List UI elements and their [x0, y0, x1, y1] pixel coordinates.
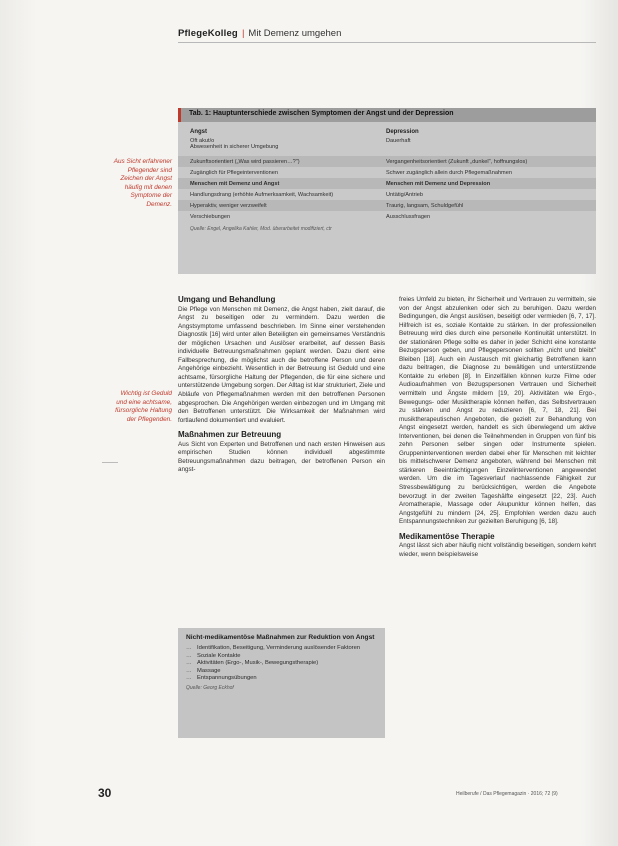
- bullet-icon: …: [186, 667, 192, 674]
- table-title: Tab. 1: Hauptunterschiede zwischen Symptomen der Angst und der Depression: [178, 108, 596, 122]
- table-cell: Zukunftsorientiert („Was wird passieren…?"): [190, 158, 300, 165]
- header-rule: [178, 42, 596, 43]
- paragraph: Die Pflege von Menschen mit Demenz, die Angst haben, zielt darauf, die Angst zu beseitigen oder zu vermindern. Dazu werden die Angstsymptome umfassend beschrieben. Im Sinne einer verstehenden Diagnostik [16] wird unter allen Beteiligten ein gemeinsames Verständnis der möglichen Ursachen und Auslöser erarbeitet, auf dessen Basis individuelle Betreuungsmaßnahmen geplant werden. Dazu dient eine Fallbesprechung, die möglichst auch die betroffene Person und deren Angehörige einbezieht. Wesentlich in der Betreuung ist Geduld und eine achtsame, fürsorgliche Haltung der Pflegenden, die für eine sichere und unterstützende Umgebung sorgen. Der Alltag ist klar strukturiert, Ziele und Abläufe von Pflegemaßnahmen werden mit den betroffenen Personen abgesprochen. Die Angehörigen werden einbezogen und im Umgang mit den Betroffenen unterstützt. Die Wirksamkeit der Maßnahmen wird fortlaufend dokumentiert und evaluiert.: [178, 305, 385, 424]
- table-cell: Traurig, langsam, Schuldgefühl: [386, 202, 464, 209]
- table-cell-line: Oft akut/o: [190, 138, 215, 144]
- table-header-angst: Angst: [190, 129, 207, 135]
- section-heading: Umgang und Behandlung: [178, 295, 276, 304]
- table-source: Quelle: Engel, Angelika Kahler, Mod. überarbeitet modifiziert, ctr: [190, 226, 332, 232]
- table-row: [178, 167, 596, 178]
- running-header: [178, 28, 341, 39]
- paragraph: Aus Sicht von Experten und Betroffenen und nach ersten Hinweisen aus empirischen Studien können individuell abgestimmte Betreuungsmaßnahmen dazu beitragen, der betroffenen Person ein angst-: [178, 440, 385, 474]
- table-header-depression: Depression: [386, 129, 419, 135]
- bullet-icon: …: [186, 645, 192, 651]
- list-item: [178, 660, 385, 668]
- info-box: [178, 628, 385, 738]
- table-cell-line: Abwesenheit in sicherer Umgebung: [190, 144, 279, 150]
- list-item: [178, 675, 385, 683]
- divider: [102, 462, 118, 463]
- list-item-label: Entspannungsübungen: [197, 675, 257, 682]
- table-row: [178, 178, 596, 189]
- header-brand: PflegeKolleg: [178, 28, 238, 39]
- table-cell: Menschen mit Demenz und Depression: [386, 180, 491, 187]
- table-cell: Untätig/Antrieb: [386, 191, 424, 198]
- margin-note: Aus Sicht erfahrener Pflegender sind Zeichen der Angst häufig mit denen Symptome der Demenz.: [113, 158, 172, 208]
- list-item-label: Massage: [197, 667, 221, 674]
- table-row: [178, 211, 596, 222]
- text-column-right: [399, 296, 596, 559]
- table-cell: Handlungsdrang (erhöhte Aufmerksamkeit, Wachsamkeit): [190, 191, 334, 198]
- list-item-label: Identifikation, Beseitigung, Verminderung auslösender Faktoren: [197, 645, 361, 651]
- table-row: [178, 156, 596, 167]
- page-number: 30: [98, 786, 112, 800]
- info-box-title: Nicht-medikamentöse Maßnahmen zur Reduktion von Angst: [186, 634, 375, 641]
- margin-note: Wichtig ist Geduld und eine achtsame, fürsorgliche Haltung der Pflegenden.: [115, 390, 172, 423]
- section-heading: Maßnahmen zur Betreuung: [178, 430, 282, 440]
- table-cell: Vergangenheitsorientiert (Zukunft „dunkel", hoffnungslos): [386, 158, 528, 165]
- bullet-icon: …: [186, 675, 192, 682]
- footer-citation: Heilberufe / Das Pflegemagazin · 2016; 72 (9): [456, 791, 558, 797]
- header-separator: |: [241, 28, 245, 39]
- table-row: [178, 138, 596, 156]
- bullet-icon: …: [186, 660, 192, 667]
- header-topic: Mit Demenz umgehen: [248, 28, 342, 39]
- text-column-left: [178, 296, 385, 475]
- table-cell: [190, 138, 386, 150]
- paragraph: Angst lässt sich aber häufig nicht vollständig beseitigen, sondern kehrt wieder, wenn beispielsweise: [399, 542, 596, 558]
- table-cell: Schwer zugänglich allein durch Pflegemaßnahmen: [386, 169, 512, 176]
- list-item: [178, 645, 385, 653]
- list-item: [178, 653, 385, 661]
- paragraph: freies Umfeld zu bieten, ihr Sicherheit und Vertrauen zu vermitteln, sie von der Angst abzulenken oder sich zu beruhigen. Dazu werden Bedingungen, die Angst auslösen, beseitigt oder vermieden [6, 7, 17]. Hilfreich ist es, soziale Kontakte zu stärken. In der professionellen Betreuung wird dies durch eine personelle Kontinuität unterstützt. In der stationären Pflege sollte es daher in jeder Schicht eine konstante Bezugsperson geben, und Pflegepersonen sollten „nicht und bleibt" Bleiben [18]. Auch ein Austausch mit gleichartig Betroffenen kann dazu beitragen, die Diagnose zu bewältigen und unterstützende Kontakte zu erleben [8]. In Einzelfällen können kurze Filme oder Audioaufnahmen von Bezugspersonen Vertrauen und Sicherheit vermitteln und Ängste mildern [19, 20]. Aktivitäten wie Ergo-, Bewegungs- oder Musiktherapie können helfen, das Selbstvertrauen zu stärken und Angst zu reduzieren [6, 7, 18, 21]. Bei musiktherapeutischen Angeboten, die gezielt zur Behandlung von Angst eingesetzt werden, handelt es sich überwiegend um aktive Interventionen, bei denen die Teilnehmenden in Gruppen von fünf bis zehn Personen selber singen oder Instrumente spielen. Gruppeninterventionen werden dabei eher für Menschen mit leichter bis mittelschwerer Demenz angeboten, während bei Menschen mit stärkeren Beeinträchtigungen Einzelinterventionen angewendet werden. Um die im Tagesverlauf nachlassende Fähigkeit zur Stressbewältigung zu berücksichtigen, werden die Angebote bevorzugt in der zweiten Tageshälfte eingesetzt [22, 23]. Auch Aromatherapie, Massage oder Akupunktur können helfen, das Angstgefühl zu mindern [24, 25]. Empfohlen werden dazu auch Entspannungstechniken zur gezielten Beruhigung [6, 18].: [399, 296, 596, 526]
- table-cell: Zugänglich für Pflegeinterventionen: [190, 169, 279, 176]
- table-cell: Ausschlussfragen: [386, 213, 431, 220]
- bullet-icon: …: [186, 652, 192, 659]
- table-header-row: [178, 122, 596, 138]
- section-heading: Medikamentöse Therapie: [399, 531, 495, 541]
- list-item-label: Soziale Kontakte: [197, 652, 241, 659]
- table-row: [178, 200, 596, 211]
- table-cell: Hyperaktiv, weniger verzweifelt: [190, 202, 267, 209]
- table-cell: Dauerhaft: [386, 138, 411, 144]
- info-box-source: Quelle: Georg Eckhof: [186, 684, 234, 691]
- table-row: [178, 189, 596, 200]
- table-cell: Menschen mit Demenz und Angst: [190, 180, 280, 187]
- table-cell: Verschiebungen: [190, 213, 231, 220]
- list-item-label: Aktivitäten (Ergo-, Musik-, Bewegungstherapie): [197, 660, 319, 667]
- list-item: [178, 668, 385, 676]
- comparison-table: [178, 108, 596, 274]
